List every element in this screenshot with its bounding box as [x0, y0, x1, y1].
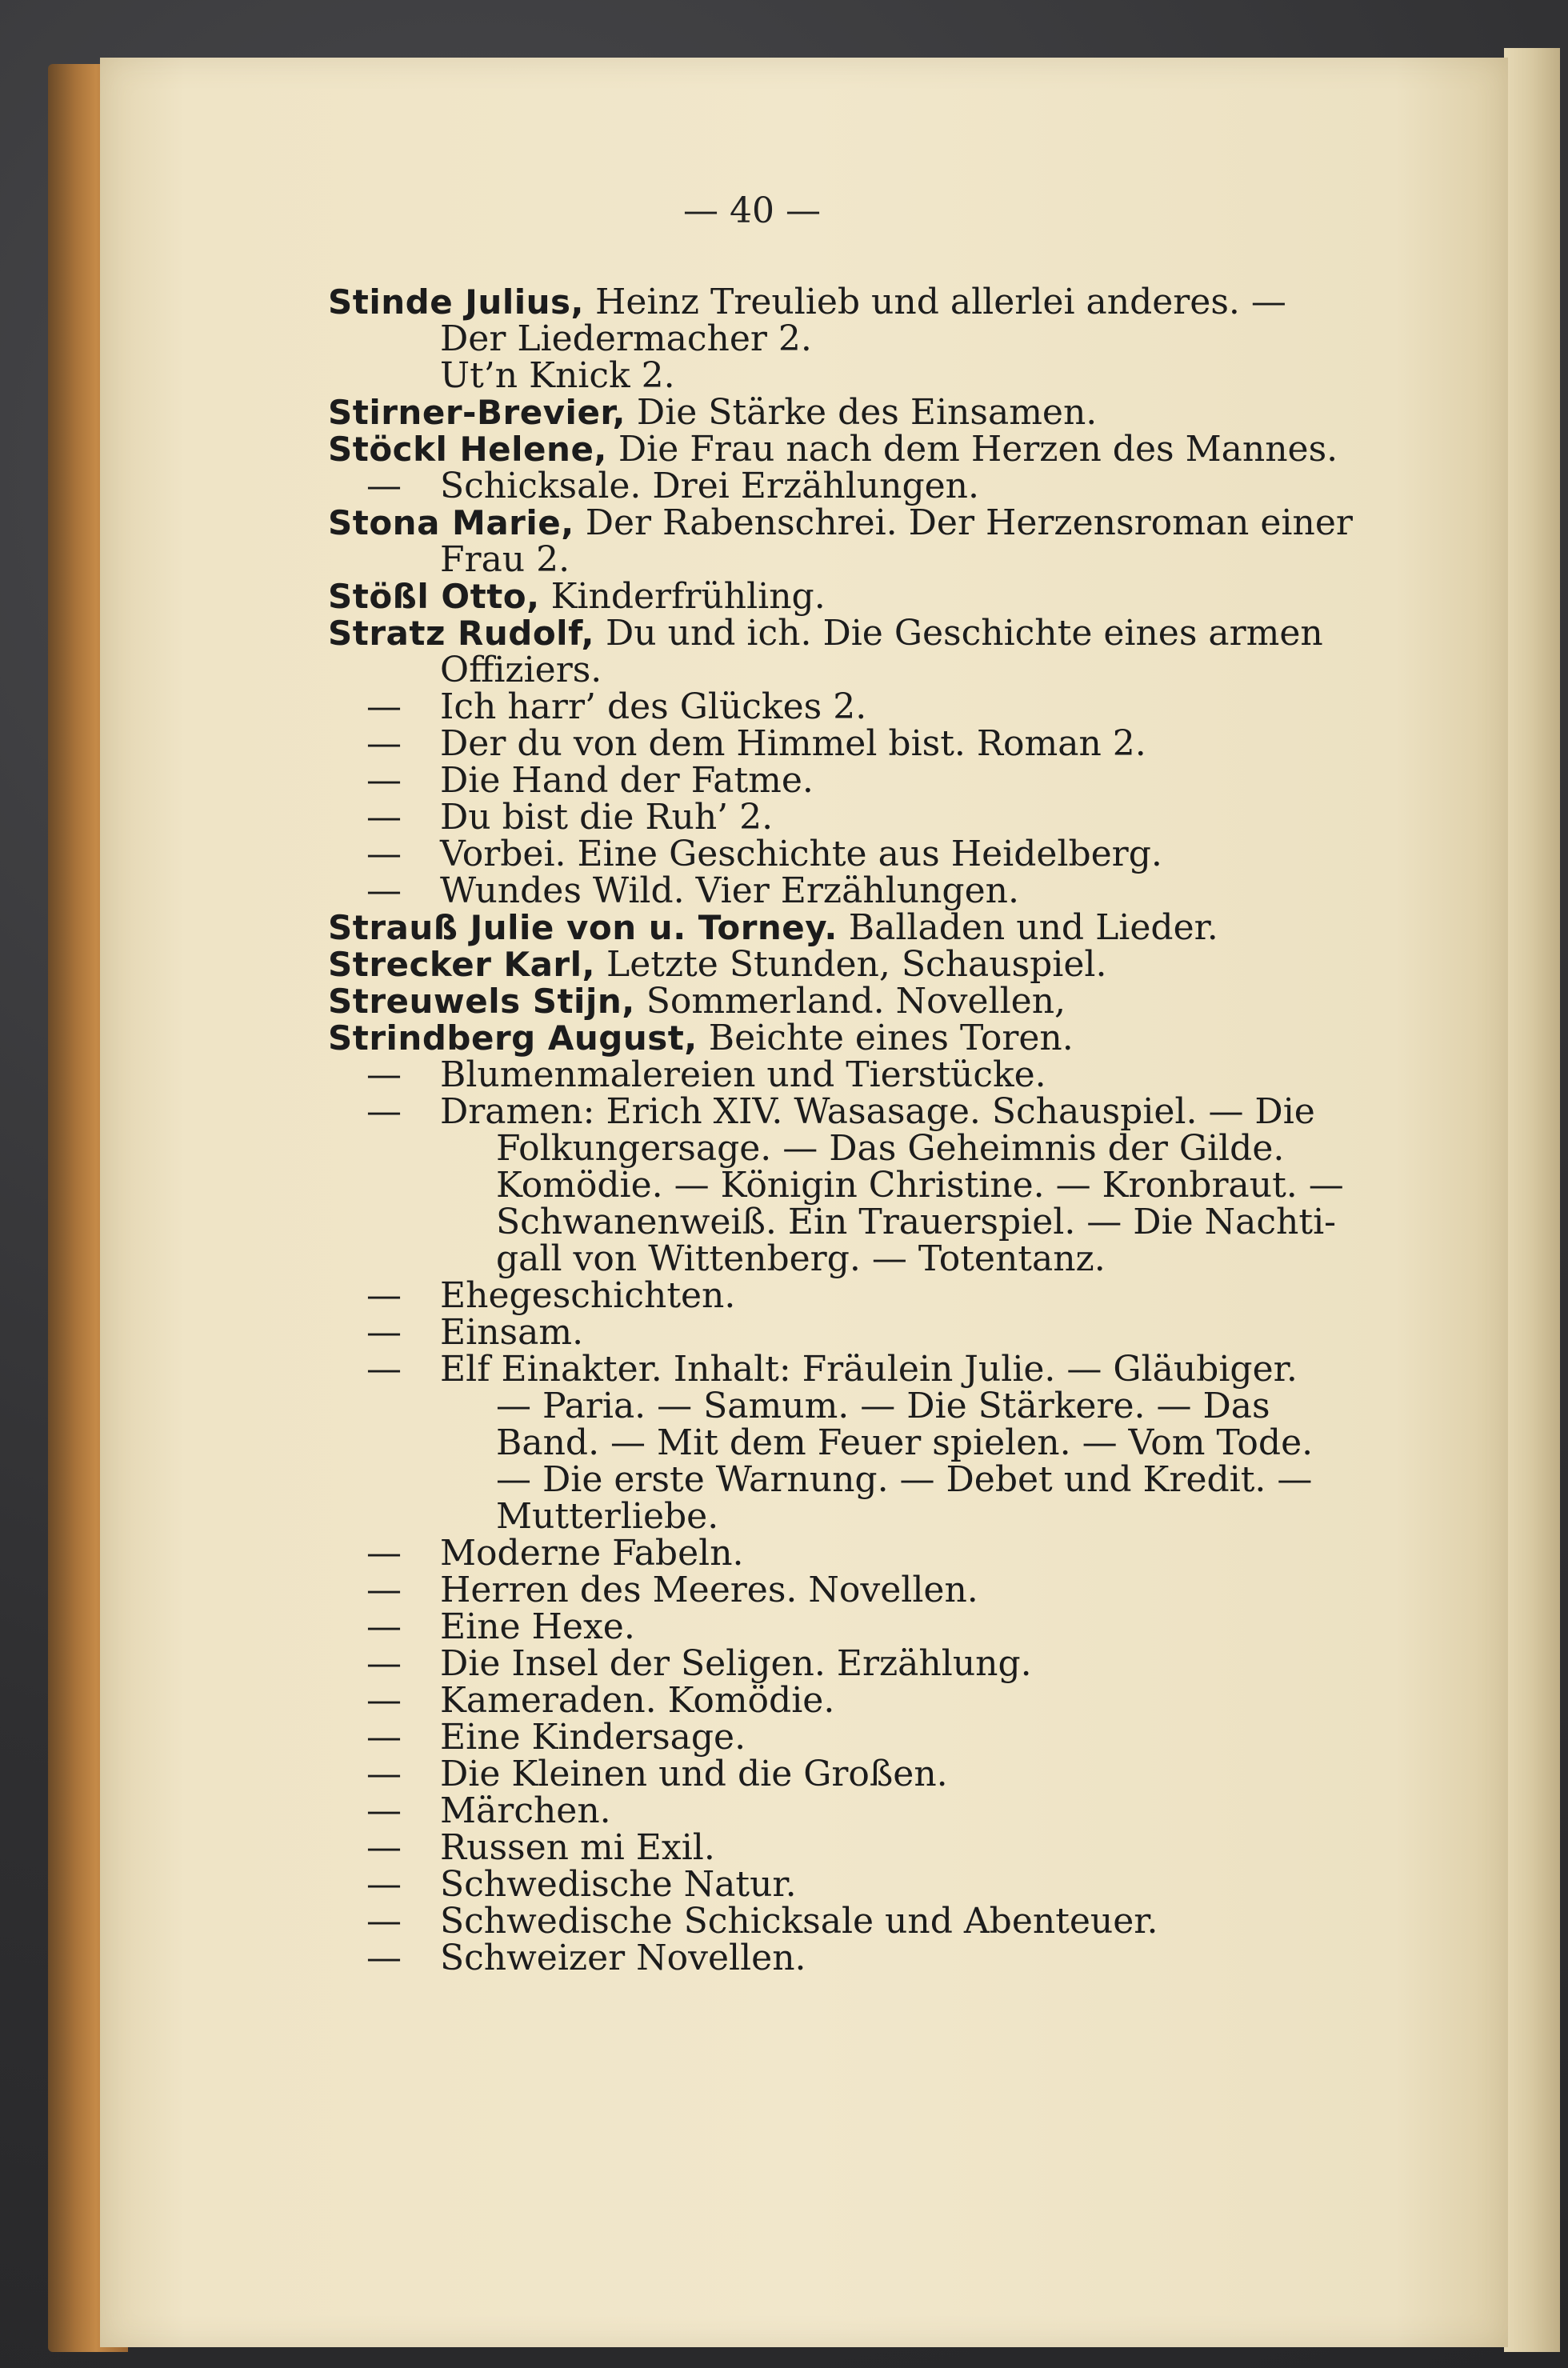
catalog-line — [328, 762, 1448, 799]
catalog-line — [328, 946, 1448, 983]
title-text: Beichte eines Toren. — [697, 1018, 1074, 1058]
ditto-dash: — — [366, 466, 402, 506]
catalog-line — [328, 870, 1448, 911]
title-text: Moderne Fabeln. — [440, 1533, 744, 1574]
catalog-line — [328, 431, 1448, 468]
title-text: Schwedische Schicksale und Abenteuer. — [440, 1901, 1158, 1942]
continuation-text: gall von Wittenberg. — Totentanz. — [496, 1238, 1106, 1279]
author-name: Stirner-Brevier, — [328, 393, 626, 432]
title-text: Blumenmalereien und Tierstücke. — [440, 1054, 1046, 1095]
catalog-entries — [328, 284, 1448, 1977]
title-text: Ich harr’ des Glückes 2. — [440, 686, 867, 727]
catalog-line — [328, 1020, 1448, 1057]
catalog-line — [328, 1866, 1448, 1903]
ditto-dash: — — [366, 797, 402, 838]
title-text: Du und ich. Die Geschichte eines armen — [594, 613, 1323, 654]
continuation-text: Offiziers. — [440, 650, 602, 690]
continuation-text: Band. — Mit dem Feuer spielen. — Vom Tode. — [496, 1422, 1314, 1463]
catalog-line — [328, 615, 1448, 652]
catalog-line — [328, 1940, 1448, 1977]
title-text: Einsam. — [440, 1312, 584, 1353]
continuation-text: — Die erste Warnung. — Debet und Kredit. — — [496, 1459, 1313, 1500]
title-text: Schicksale. Drei Erzählungen. — [440, 466, 979, 506]
catalog-line — [328, 723, 1448, 764]
title-text: Die Insel der Seligen. Erzählung. — [440, 1643, 1032, 1684]
catalog-line — [328, 907, 1448, 948]
catalog-line — [328, 1459, 1448, 1500]
catalog-line — [328, 686, 1448, 727]
catalog-line — [328, 652, 1448, 689]
catalog-line — [328, 468, 1448, 505]
author-name: Strauß Julie von u. Torney. — [328, 908, 838, 947]
catalog-line — [328, 1054, 1448, 1095]
catalog-line — [328, 1422, 1448, 1463]
ditto-dash: — — [366, 1790, 402, 1831]
title-text: Sommerland. Novellen, — [634, 981, 1066, 1022]
catalog-line — [328, 1827, 1448, 1868]
ditto-dash: — — [366, 1938, 402, 1978]
author-name: Strindberg August, — [328, 1018, 698, 1058]
catalog-line — [328, 394, 1448, 431]
title-text: Herren des Meeres. Novellen. — [440, 1570, 978, 1610]
title-text: Ehegeschichten. — [440, 1275, 736, 1316]
ditto-dash: — — [366, 1680, 402, 1721]
page-number: — 40 — — [683, 190, 821, 231]
author-name: Streuwels Stijn, — [328, 982, 635, 1021]
title-text: Heinz Treulieb und allerlei anderes. — — [583, 282, 1286, 322]
catalog-line — [328, 284, 1448, 321]
title-text: Wundes Wild. Vier Erzählungen. — [440, 870, 1019, 911]
ditto-dash: — — [366, 1643, 402, 1684]
ditto-dash: — — [366, 1312, 402, 1353]
title-text: Märchen. — [440, 1790, 611, 1831]
title-text: Schweizer Novellen. — [440, 1938, 806, 1978]
title-text: Balladen und Lieder. — [837, 907, 1218, 948]
ditto-dash: — — [366, 686, 402, 727]
ditto-dash: — — [366, 870, 402, 911]
title-text: Vorbei. Eine Geschichte aus Heidelberg. — [440, 834, 1162, 874]
ditto-dash: — — [366, 1091, 402, 1132]
continuation-text: Der Liedermacher 2. — [440, 318, 812, 359]
catalog-line — [328, 1643, 1448, 1684]
catalog-line — [328, 1790, 1448, 1831]
title-text: Der du von dem Himmel bist. Roman 2. — [440, 723, 1146, 764]
author-name: Stona Marie, — [328, 503, 574, 542]
ditto-dash: — — [366, 1349, 402, 1390]
catalog-line — [328, 1719, 1448, 1756]
catalog-line — [328, 1351, 1448, 1388]
ditto-dash: — — [366, 1606, 402, 1647]
title-text: Schwedische Natur. — [440, 1864, 797, 1905]
ditto-dash: — — [366, 834, 402, 874]
ditto-dash: — — [366, 723, 402, 764]
author-name: Stößl Otto, — [328, 577, 540, 616]
ditto-dash: — — [366, 1717, 402, 1758]
title-text: Die Stärke des Einsamen. — [625, 392, 1098, 433]
catalog-line — [328, 799, 1448, 836]
continuation-text: Komödie. — Königin Christine. — Kronbraut. — — [496, 1165, 1344, 1206]
continuation-text: Frau 2. — [440, 539, 570, 580]
catalog-line — [328, 318, 1448, 359]
catalog-line — [328, 1167, 1448, 1204]
catalog-line — [328, 1682, 1448, 1719]
catalog-line — [328, 1756, 1448, 1793]
title-text: Kinderfrühling. — [539, 576, 826, 617]
ditto-dash: — — [366, 1864, 402, 1905]
catalog-line — [328, 1275, 1448, 1316]
title-text: Der Rabenschrei. Der Herzensroman einer — [574, 502, 1353, 543]
catalog-line — [328, 1204, 1448, 1241]
title-text: Dramen: Erich XIV. Wasasage. Schauspiel. — Die — [440, 1091, 1315, 1132]
catalog-line — [328, 539, 1448, 580]
catalog-line — [328, 578, 1448, 615]
ditto-dash: — — [366, 1827, 402, 1868]
continuation-text: Folkungersage. — Das Geheimnis der Gilde. — [496, 1128, 1285, 1169]
catalog-line — [328, 983, 1448, 1020]
catalog-line — [328, 1091, 1448, 1132]
catalog-line — [328, 1238, 1448, 1279]
catalog-line — [328, 1314, 1448, 1351]
title-text: Die Kleinen und die Großen. — [440, 1754, 948, 1794]
title-text: Die Frau nach dem Herzen des Mannes. — [606, 429, 1338, 470]
catalog-line — [328, 1388, 1448, 1425]
title-text: Du bist die Ruh’ 2. — [440, 797, 774, 838]
catalog-line — [328, 355, 1448, 396]
ditto-dash: — — [366, 1275, 402, 1316]
catalog-line — [328, 1535, 1448, 1572]
continuation-text: Schwanenweiß. Ein Trauerspiel. — Die Nachti- — [496, 1202, 1337, 1242]
page-stack-edge — [1504, 48, 1560, 2352]
catalog-line — [328, 1903, 1448, 1940]
author-name: Stinde Julius, — [328, 282, 584, 322]
title-text: Elf Einakter. Inhalt: Fräulein Julie. — Gläubiger. — [440, 1349, 1298, 1390]
continuation-text: Ut’n Knick 2. — [440, 355, 675, 396]
catalog-line — [328, 1130, 1448, 1167]
ditto-dash: — — [366, 1901, 402, 1942]
ditto-dash: — — [366, 1570, 402, 1610]
author-name: Stratz Rudolf, — [328, 614, 595, 653]
catalog-line — [328, 836, 1448, 873]
title-text: Letzte Stunden, Schauspiel. — [595, 944, 1107, 985]
ditto-dash: — — [366, 760, 402, 801]
title-text: Kameraden. Komödie. — [440, 1680, 835, 1721]
catalog-line — [328, 1498, 1448, 1535]
continuation-text: Mutterliebe. — [496, 1496, 719, 1537]
ditto-dash: — — [366, 1054, 402, 1095]
ditto-dash: — — [366, 1533, 402, 1574]
title-text: Eine Kindersage. — [440, 1717, 746, 1758]
author-name: Strecker Karl, — [328, 945, 595, 984]
catalog-line — [328, 502, 1448, 543]
author-name: Stöckl Helene, — [328, 430, 607, 469]
catalog-line — [328, 1572, 1448, 1609]
title-text: Eine Hexe. — [440, 1606, 635, 1647]
title-text: Russen mi Exil. — [440, 1827, 715, 1868]
ditto-dash: — — [366, 1754, 402, 1794]
catalog-line — [328, 1606, 1448, 1647]
continuation-text: — Paria. — Samum. — Die Stärkere. — Das — [496, 1386, 1270, 1426]
title-text: Die Hand der Fatme. — [440, 760, 814, 801]
